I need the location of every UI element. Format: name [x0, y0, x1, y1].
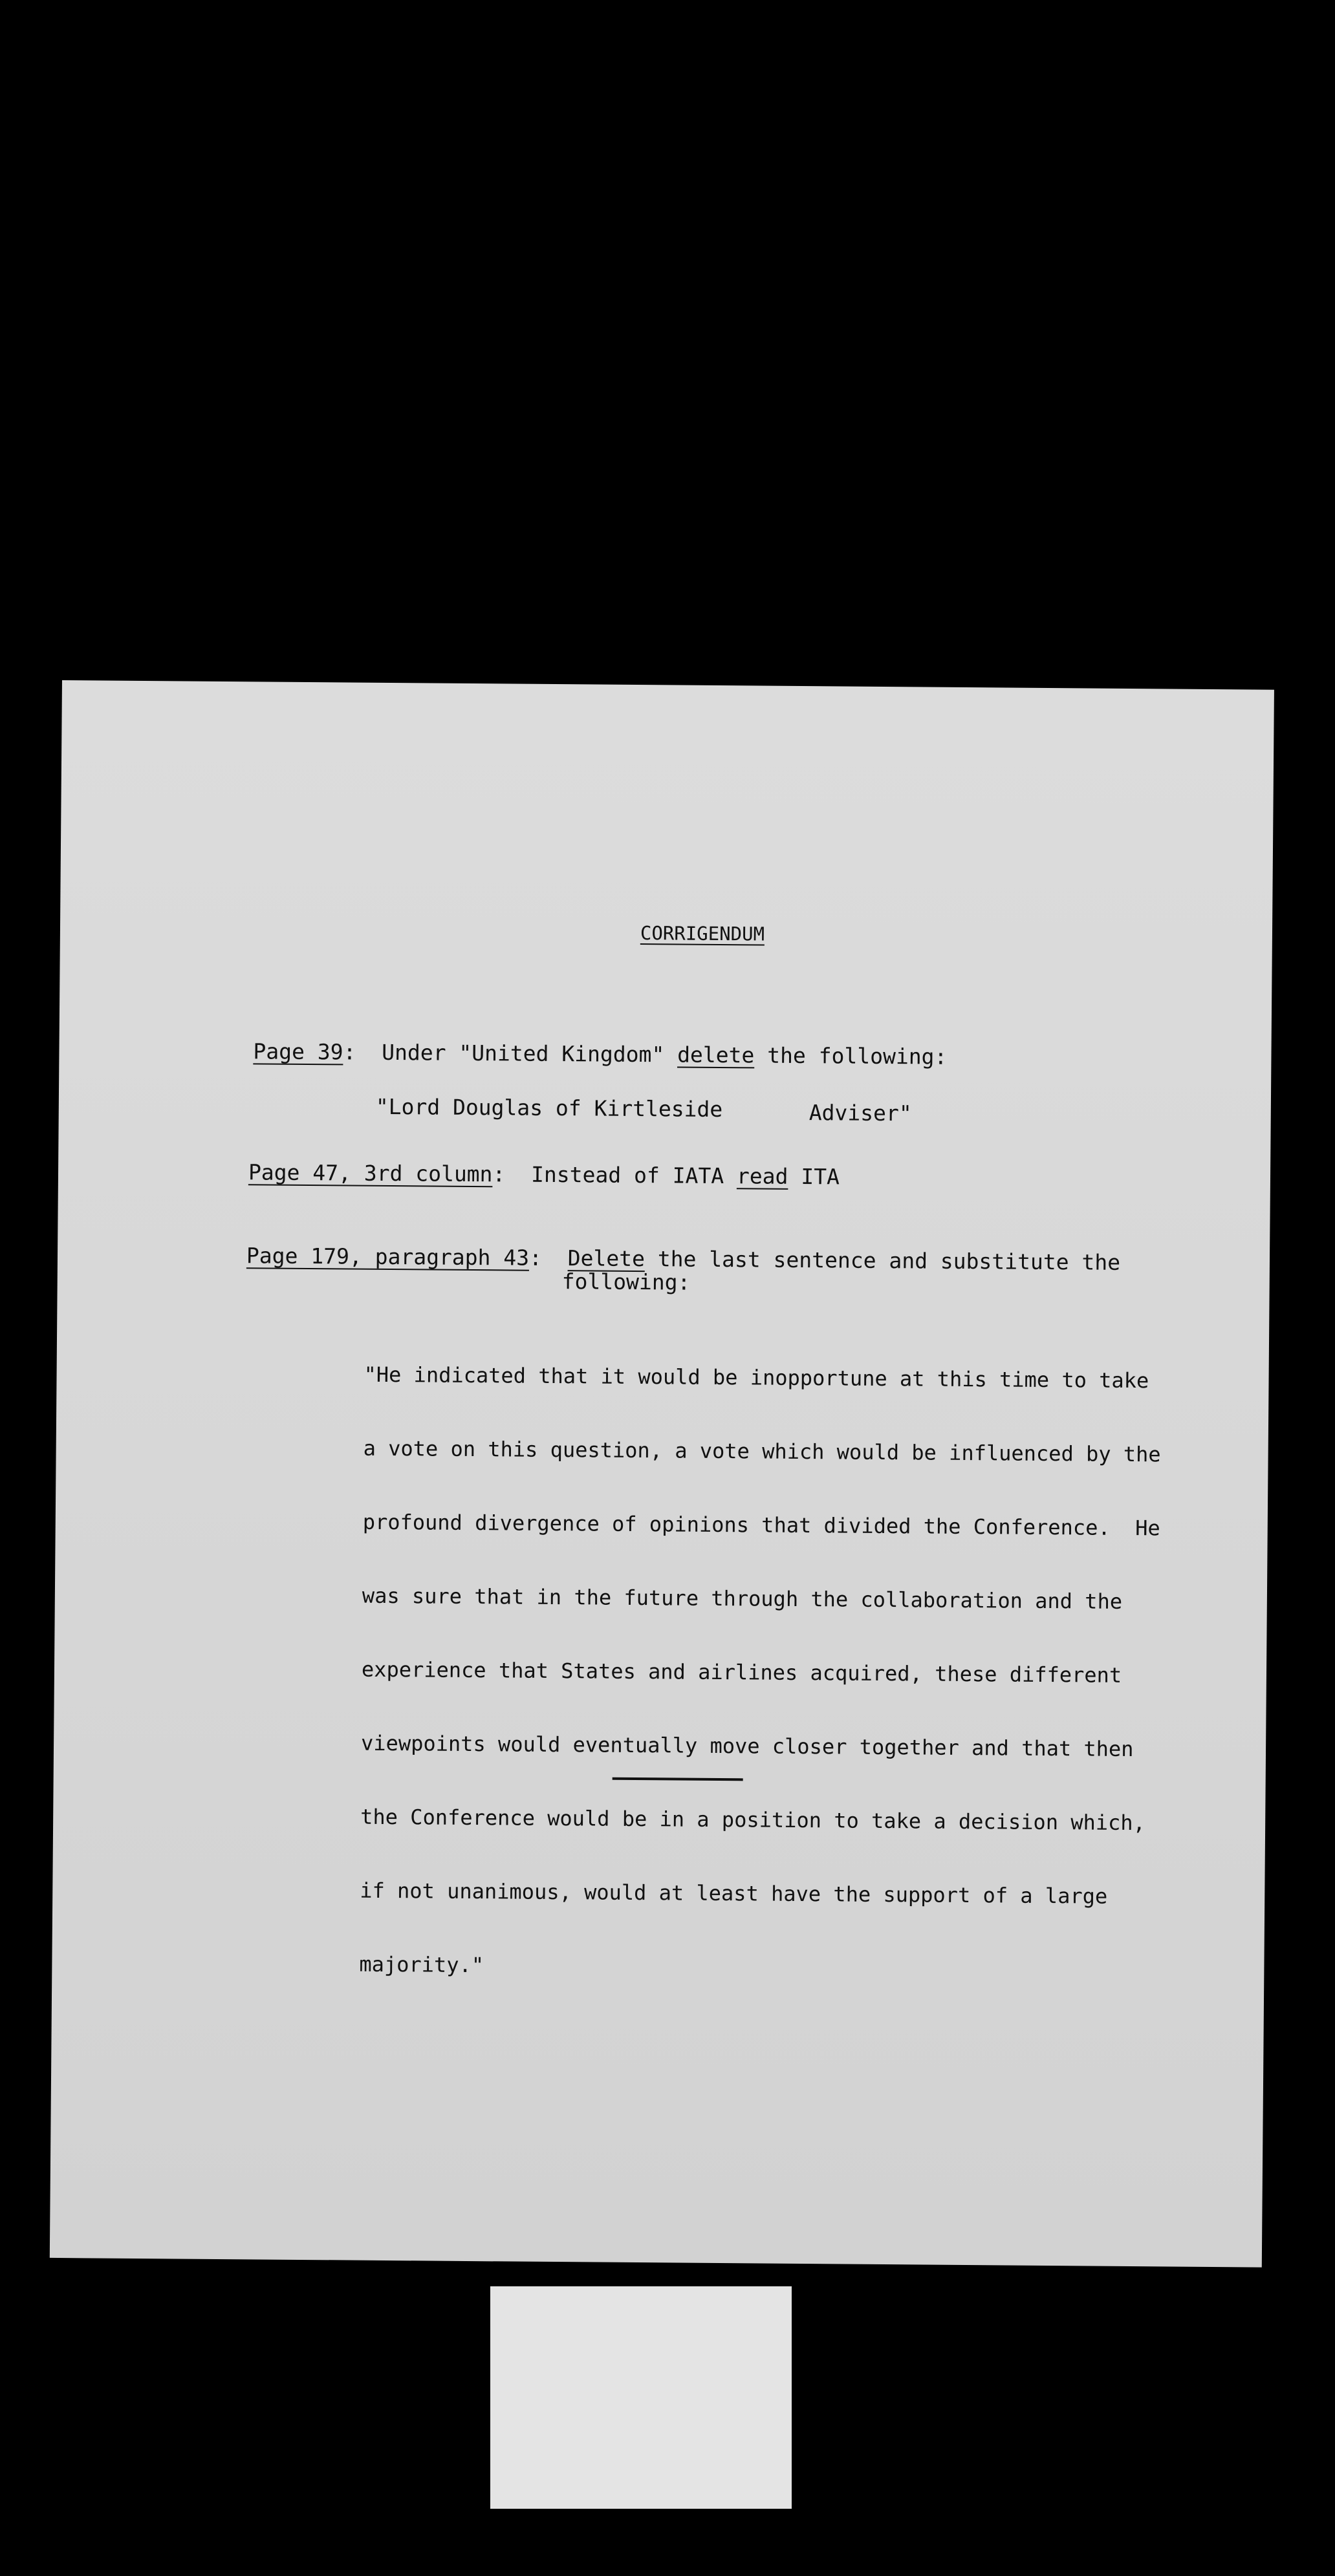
entry-page-39	[253, 1038, 947, 1069]
quote-line: if not unanimous, would at least have the support of a large	[360, 1878, 1108, 1909]
document-title: CORRIGENDUM	[640, 922, 765, 945]
entry-keyword: delete	[677, 1042, 755, 1068]
entry-text: the last sentence and substitute the	[657, 1246, 1121, 1275]
entry-text: Under "United Kingdom"	[382, 1039, 665, 1068]
quote-line: viewpoints would eventually move closer together and that then	[360, 1730, 1134, 1762]
entry-text: Instead of IATA	[530, 1161, 724, 1189]
entry-keyword: read	[736, 1163, 788, 1189]
quote-line: "He indicated that it would be inopportune at this time to take	[364, 1362, 1149, 1393]
replacement-quote	[359, 1313, 1212, 2032]
quote-line: profound divergence of opinions that divided the Conference. He	[362, 1509, 1160, 1541]
entry-reference: Page 179, paragraph 43	[246, 1243, 530, 1271]
entry-colon: :	[492, 1161, 506, 1187]
entry-reference: Page 47, 3rd column	[248, 1159, 493, 1187]
quote-line: was sure that in the future through the collaboration and the	[362, 1583, 1123, 1614]
quote-line: the Conference would be in a position to take a decision which,	[360, 1804, 1146, 1836]
entry-colon: :	[528, 1245, 543, 1271]
entry-text: the following:	[767, 1042, 948, 1069]
quote-line: a vote on this question, a vote which would be influenced by the	[363, 1435, 1161, 1467]
entry-text: ITA	[801, 1163, 840, 1190]
entry-keyword: Delete	[567, 1245, 646, 1272]
document-page	[50, 680, 1274, 2268]
entry-text-continued: following:	[561, 1269, 691, 1295]
entry-page-47	[248, 1159, 840, 1189]
blank-card	[490, 2286, 792, 2509]
quote-line: experience that States and airlines acquired, these different	[361, 1657, 1122, 1688]
quote-line: majority."	[359, 1951, 484, 1978]
entry-deleted-role: Adviser"	[809, 1100, 912, 1126]
entry-reference: Page 39	[253, 1038, 343, 1065]
entry-deleted-name: "Lord Douglas of Kirtleside	[375, 1093, 723, 1122]
entry-colon: :	[343, 1039, 356, 1065]
